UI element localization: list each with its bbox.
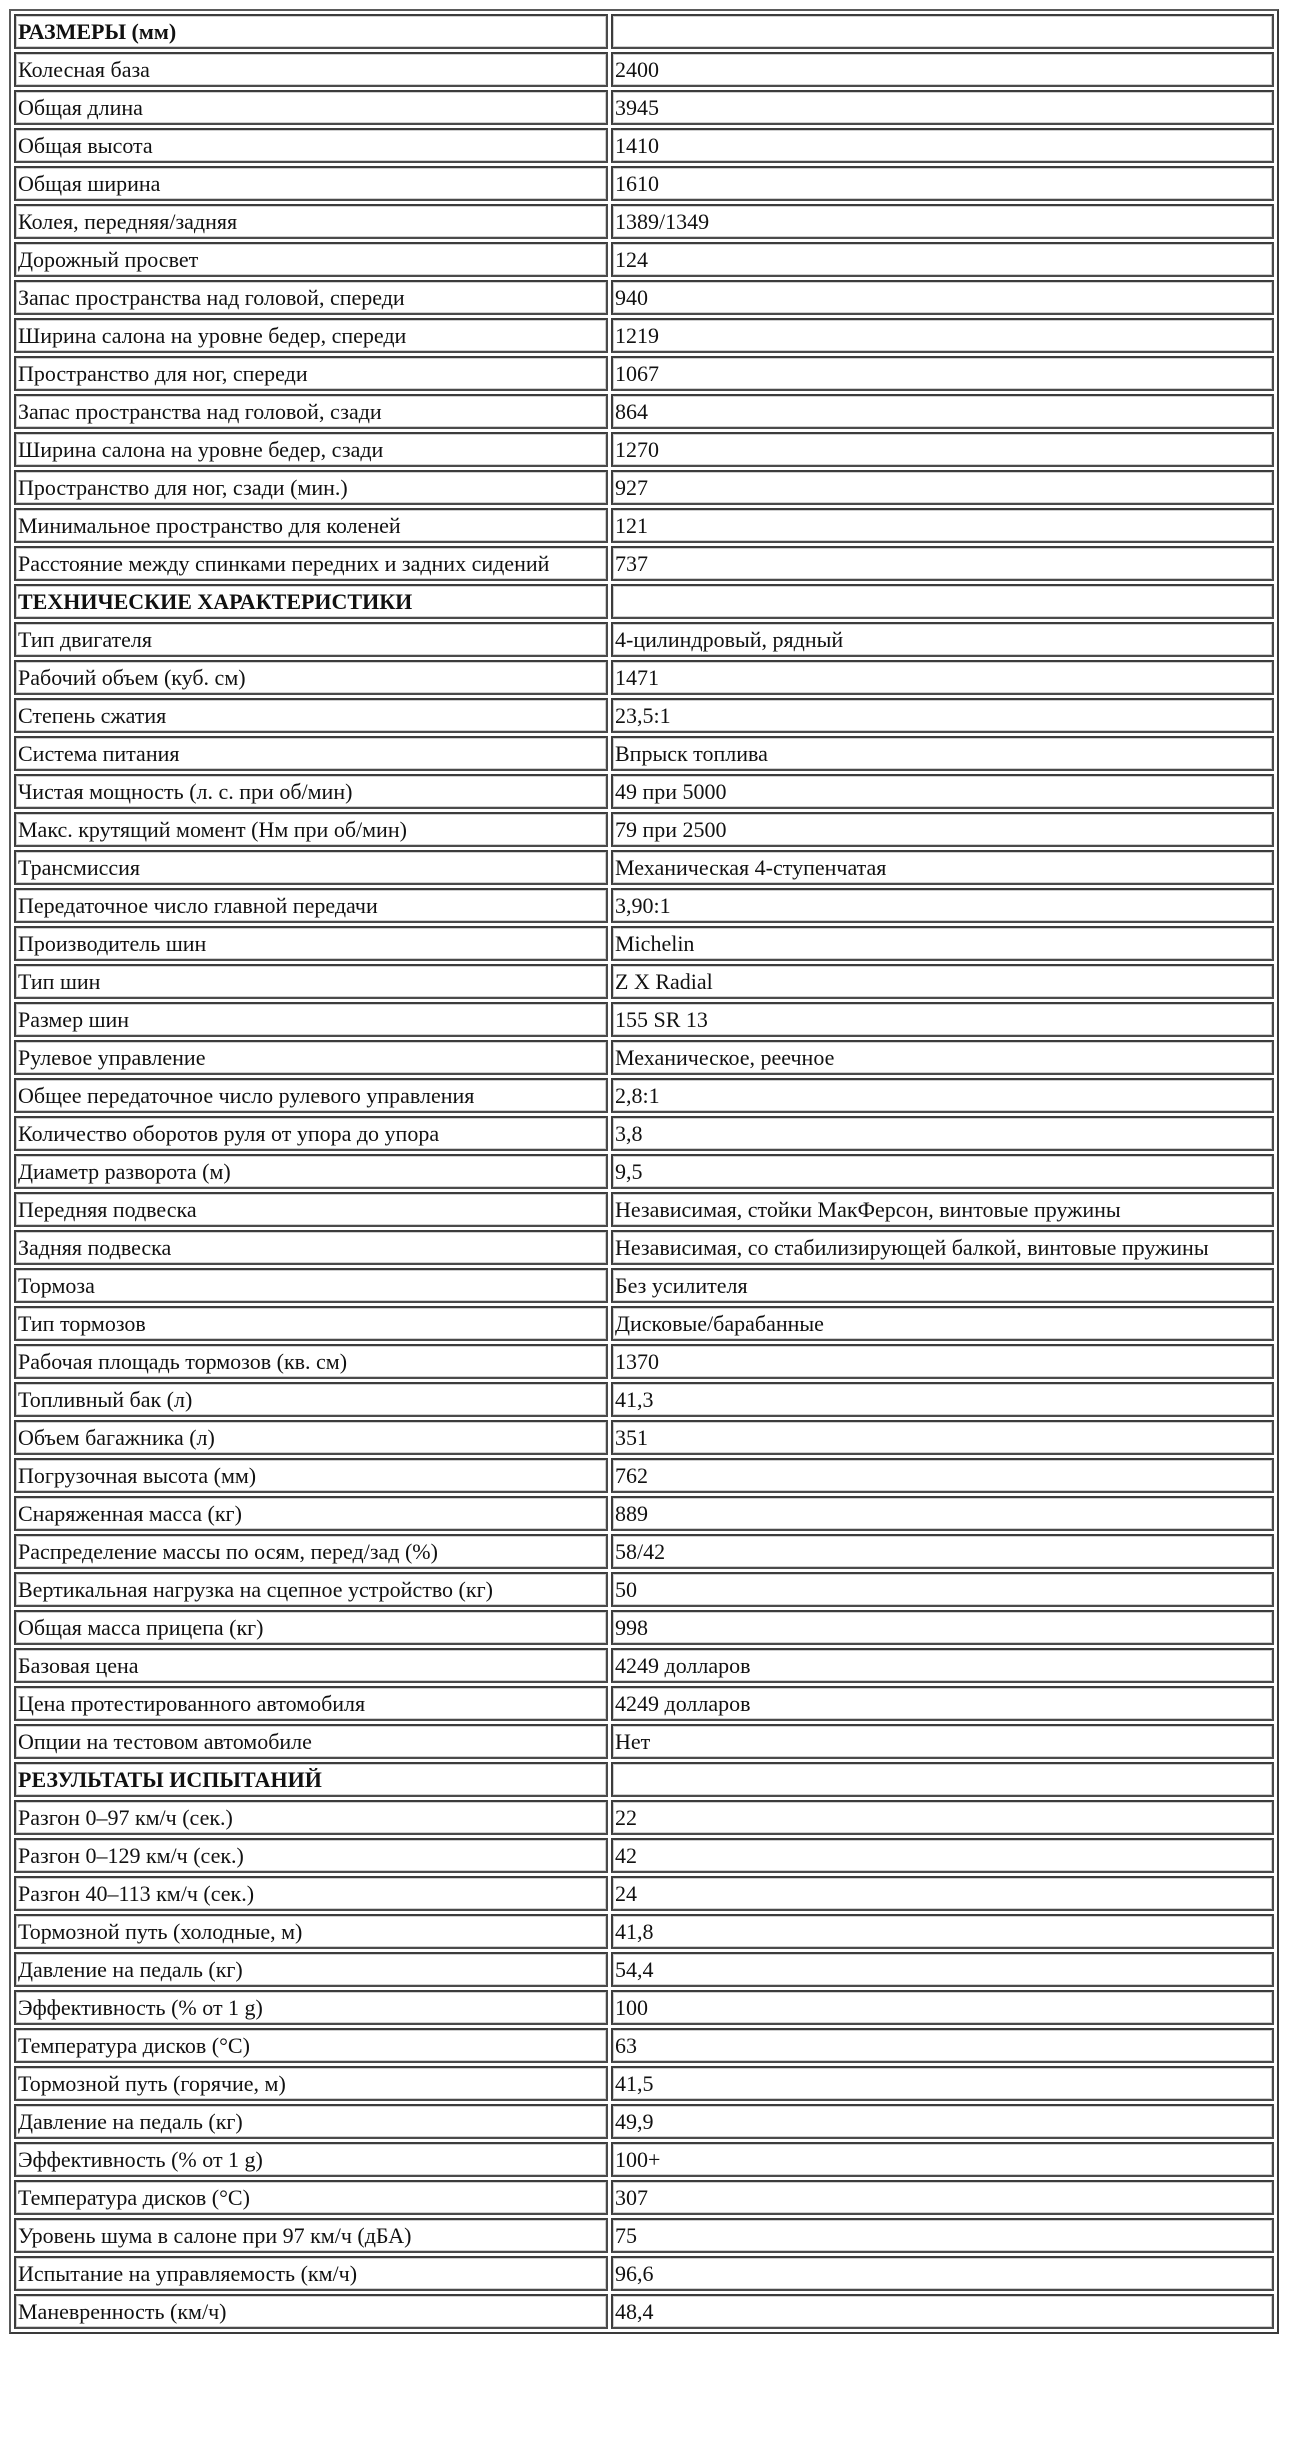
spec-label: Маневренность (км/ч) [14, 2294, 608, 2329]
section-header-row [14, 1762, 1274, 1797]
table-row [14, 1724, 1274, 1759]
spec-label: Базовая цена [14, 1648, 608, 1683]
spec-value: 4249 долларов [611, 1686, 1274, 1721]
table-row [14, 660, 1274, 695]
spec-label: Разгон 0–129 км/ч (сек.) [14, 1838, 608, 1873]
spec-value: Впрыск топлива [611, 736, 1274, 771]
spec-value: 1067 [611, 356, 1274, 391]
spec-label: Пространство для ног, спереди [14, 356, 608, 391]
section-header-row [14, 584, 1274, 619]
table-row [14, 1990, 1274, 2025]
table-row [14, 1268, 1274, 1303]
spec-label: Степень сжатия [14, 698, 608, 733]
section-header-row [14, 14, 1274, 49]
spec-value: 1370 [611, 1344, 1274, 1379]
spec-value: 58/42 [611, 1534, 1274, 1569]
table-row [14, 318, 1274, 353]
table-row [14, 850, 1274, 885]
spec-value: 1410 [611, 128, 1274, 163]
spec-label: Чистая мощность (л. с. при об/мин) [14, 774, 608, 809]
table-row [14, 2142, 1274, 2177]
spec-label: Минимальное пространство для коленей [14, 508, 608, 543]
spec-label: Общая высота [14, 128, 608, 163]
spec-label: Задняя подвеска [14, 1230, 608, 1265]
spec-label: Давление на педаль (кг) [14, 2104, 608, 2139]
section-title-value [611, 1762, 1274, 1797]
spec-value: Механическая 4-ступенчатая [611, 850, 1274, 885]
table-row [14, 1154, 1274, 1189]
spec-label: Разгон 0–97 км/ч (сек.) [14, 1800, 608, 1835]
spec-label: Диаметр разворота (м) [14, 1154, 608, 1189]
table-row [14, 356, 1274, 391]
spec-value: 42 [611, 1838, 1274, 1873]
spec-value: 940 [611, 280, 1274, 315]
spec-value: 121 [611, 508, 1274, 543]
table-row [14, 1686, 1274, 1721]
spec-value: Z X Radial [611, 964, 1274, 999]
table-row [14, 736, 1274, 771]
spec-label: Объем багажника (л) [14, 1420, 608, 1455]
spec-value: 63 [611, 2028, 1274, 2063]
section-title-value [611, 584, 1274, 619]
spec-value: 1219 [611, 318, 1274, 353]
table-row [14, 280, 1274, 315]
table-row [14, 2294, 1274, 2329]
spec-value: 351 [611, 1420, 1274, 1455]
spec-value: 100 [611, 1990, 1274, 2025]
spec-label: Тип тормозов [14, 1306, 608, 1341]
table-row [14, 90, 1274, 125]
spec-value: 4-цилиндровый, рядный [611, 622, 1274, 657]
spec-label: Испытание на управляемость (км/ч) [14, 2256, 608, 2291]
spec-value: 927 [611, 470, 1274, 505]
spec-value: Механическое, реечное [611, 1040, 1274, 1075]
table-row [14, 1458, 1274, 1493]
spec-label: Передаточное число главной передачи [14, 888, 608, 923]
spec-label: Передняя подвеска [14, 1192, 608, 1227]
table-row [14, 1876, 1274, 1911]
table-row [14, 1002, 1274, 1037]
spec-value: 96,6 [611, 2256, 1274, 2291]
section-title-value [611, 14, 1274, 49]
spec-label: Запас пространства над головой, сзади [14, 394, 608, 429]
table-row [14, 1382, 1274, 1417]
spec-value: 24 [611, 1876, 1274, 1911]
table-row [14, 926, 1274, 961]
spec-label: Тормоза [14, 1268, 608, 1303]
table-row [14, 1116, 1274, 1151]
spec-label: Общая масса прицепа (кг) [14, 1610, 608, 1645]
table-row [14, 1800, 1274, 1835]
spec-value: 1610 [611, 166, 1274, 201]
spec-value: Нет [611, 1724, 1274, 1759]
table-row [14, 1306, 1274, 1341]
table-row [14, 1420, 1274, 1455]
table-row [14, 1192, 1274, 1227]
spec-label: Давление на педаль (кг) [14, 1952, 608, 1987]
table-row [14, 964, 1274, 999]
spec-value: 1270 [611, 432, 1274, 467]
table-row [14, 1344, 1274, 1379]
spec-value: Без усилителя [611, 1268, 1274, 1303]
spec-table-body [14, 14, 1274, 2329]
table-row [14, 888, 1274, 923]
spec-value: 155 SR 13 [611, 1002, 1274, 1037]
spec-value: 124 [611, 242, 1274, 277]
spec-value: 54,4 [611, 1952, 1274, 1987]
section-title: РЕЗУЛЬТАТЫ ИСПЫТАНИЙ [14, 1762, 608, 1797]
spec-label: Общее передаточное число рулевого управления [14, 1078, 608, 1113]
spec-value: 3,8 [611, 1116, 1274, 1151]
spec-value: 49,9 [611, 2104, 1274, 2139]
spec-value: 48,4 [611, 2294, 1274, 2329]
table-row [14, 1952, 1274, 1987]
spec-value: 75 [611, 2218, 1274, 2253]
spec-label: Уровень шума в салоне при 97 км/ч (дБА) [14, 2218, 608, 2253]
table-row [14, 698, 1274, 733]
spec-value: Michelin [611, 926, 1274, 961]
spec-value: 9,5 [611, 1154, 1274, 1189]
spec-label: Рабочий объем (куб. см) [14, 660, 608, 695]
table-row [14, 1914, 1274, 1949]
spec-label: Дорожный просвет [14, 242, 608, 277]
spec-label: Температура дисков (°C) [14, 2180, 608, 2215]
spec-label: Запас пространства над головой, спереди [14, 280, 608, 315]
spec-value: 2,8:1 [611, 1078, 1274, 1113]
spec-value: 1389/1349 [611, 204, 1274, 239]
spec-value: Дисковые/барабанные [611, 1306, 1274, 1341]
spec-label: Колея, передняя/задняя [14, 204, 608, 239]
table-row [14, 204, 1274, 239]
spec-label: Тормозной путь (горячие, м) [14, 2066, 608, 2101]
spec-label: Общая ширина [14, 166, 608, 201]
spec-value: 737 [611, 546, 1274, 581]
table-row [14, 1648, 1274, 1683]
table-row [14, 52, 1274, 87]
table-row [14, 1040, 1274, 1075]
spec-label: Колесная база [14, 52, 608, 87]
section-title: ТЕХНИЧЕСКИЕ ХАРАКТЕРИСТИКИ [14, 584, 608, 619]
spec-value: Независимая, стойки МакФерсон, винтовые пружины [611, 1192, 1274, 1227]
table-row [14, 2066, 1274, 2101]
spec-value: 864 [611, 394, 1274, 429]
table-row [14, 1534, 1274, 1569]
spec-label: Система питания [14, 736, 608, 771]
spec-label: Рулевое управление [14, 1040, 608, 1075]
table-row [14, 2180, 1274, 2215]
spec-label: Общая длина [14, 90, 608, 125]
spec-label: Тормозной путь (холодные, м) [14, 1914, 608, 1949]
spec-label: Макс. крутящий момент (Нм при об/мин) [14, 812, 608, 847]
table-row [14, 774, 1274, 809]
spec-label: Эффективность (% от 1 g) [14, 1990, 608, 2025]
spec-label: Ширина салона на уровне бедер, спереди [14, 318, 608, 353]
spec-value: 2400 [611, 52, 1274, 87]
table-row [14, 166, 1274, 201]
spec-label: Ширина салона на уровне бедер, сзади [14, 432, 608, 467]
spec-value: 41,3 [611, 1382, 1274, 1417]
table-row [14, 2028, 1274, 2063]
table-row [14, 1572, 1274, 1607]
table-row [14, 622, 1274, 657]
table-row [14, 470, 1274, 505]
table-row [14, 1496, 1274, 1531]
table-row [14, 2256, 1274, 2291]
table-row [14, 394, 1274, 429]
spec-label: Топливный бак (л) [14, 1382, 608, 1417]
spec-label: Разгон 40–113 км/ч (сек.) [14, 1876, 608, 1911]
spec-label: Эффективность (% от 1 g) [14, 2142, 608, 2177]
spec-label: Размер шин [14, 1002, 608, 1037]
table-row [14, 2218, 1274, 2253]
spec-value: Независимая, со стабилизирующей балкой, винтовые пружины [611, 1230, 1274, 1265]
spec-label: Производитель шин [14, 926, 608, 961]
spec-value: 41,8 [611, 1914, 1274, 1949]
spec-value: 3945 [611, 90, 1274, 125]
spec-value: 41,5 [611, 2066, 1274, 2101]
spec-value: 50 [611, 1572, 1274, 1607]
table-row [14, 432, 1274, 467]
spec-label: Цена протестированного автомобиля [14, 1686, 608, 1721]
spec-label: Распределение массы по осям, перед/зад (%) [14, 1534, 608, 1569]
spec-label: Трансмиссия [14, 850, 608, 885]
spec-value: 79 при 2500 [611, 812, 1274, 847]
spec-value: 1471 [611, 660, 1274, 695]
spec-value: 49 при 5000 [611, 774, 1274, 809]
spec-label: Тип двигателя [14, 622, 608, 657]
spec-label: Расстояние между спинками передних и задних сидений [14, 546, 608, 581]
table-row [14, 242, 1274, 277]
spec-label: Опции на тестовом автомобиле [14, 1724, 608, 1759]
spec-value: 23,5:1 [611, 698, 1274, 733]
spec-label: Вертикальная нагрузка на сцепное устройство (кг) [14, 1572, 608, 1607]
spec-value: 100+ [611, 2142, 1274, 2177]
spec-value: 889 [611, 1496, 1274, 1531]
table-row [14, 2104, 1274, 2139]
spec-label: Тип шин [14, 964, 608, 999]
spec-label: Снаряженная масса (кг) [14, 1496, 608, 1531]
table-row [14, 1230, 1274, 1265]
spec-label: Количество оборотов руля от упора до упора [14, 1116, 608, 1151]
spec-label: Погрузочная высота (мм) [14, 1458, 608, 1493]
spec-label: Рабочая площадь тормозов (кв. см) [14, 1344, 608, 1379]
spec-value: 4249 долларов [611, 1648, 1274, 1683]
table-row [14, 546, 1274, 581]
table-row [14, 128, 1274, 163]
spec-label: Пространство для ног, сзади (мин.) [14, 470, 608, 505]
table-row [14, 1078, 1274, 1113]
table-row [14, 812, 1274, 847]
spec-value: 22 [611, 1800, 1274, 1835]
section-title: РАЗМЕРЫ (мм) [14, 14, 608, 49]
spec-value: 998 [611, 1610, 1274, 1645]
spec-value: 3,90:1 [611, 888, 1274, 923]
spec-value: 762 [611, 1458, 1274, 1493]
table-row [14, 1610, 1274, 1645]
table-row [14, 1838, 1274, 1873]
spec-label: Температура дисков (°C) [14, 2028, 608, 2063]
vehicle-spec-table [9, 9, 1279, 2334]
table-row [14, 508, 1274, 543]
spec-value: 307 [611, 2180, 1274, 2215]
